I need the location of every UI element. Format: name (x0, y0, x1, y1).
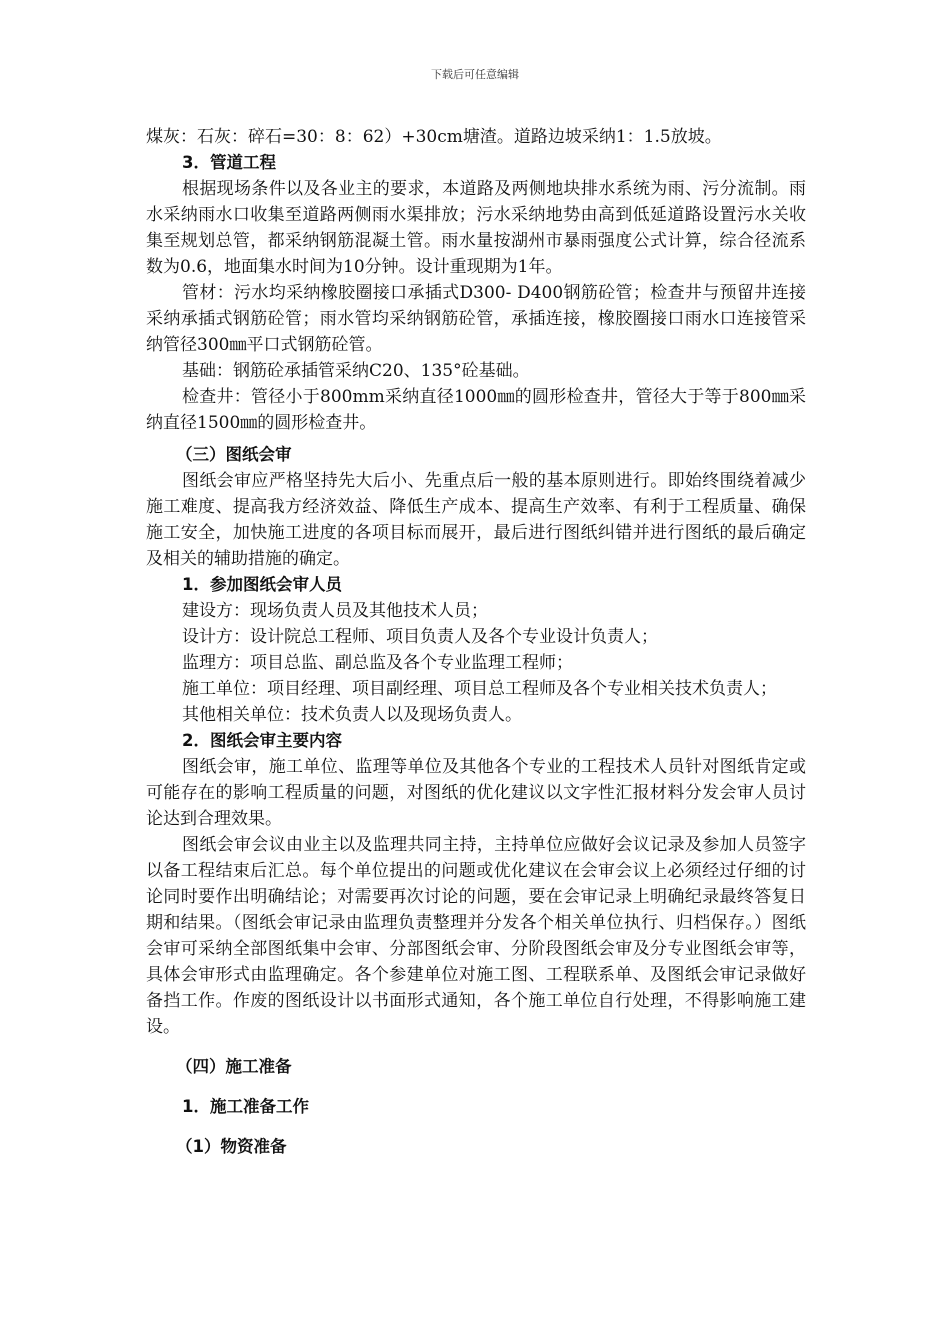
list-item-designer: 设计方：设计院总工程师、项目负责人及各个专业设计负责人； (182, 627, 658, 647)
heading-review-participants: 1．参加图纸会审人员 (182, 575, 342, 594)
paragraph-review-principles: 图纸会审应严格坚持先大后小、先重点后一般的基本原则进行。即始终围绕着减少施工难度、提高我方经济效益、降低生产成本、提高生产效率、有利于工程质量、确保施工安全，加快施工进度的各项目标而展开，最后进行图纸纠错并进行图纸的最后确定及相关的辅助措施的确定。 (146, 471, 806, 569)
list-item-owner: 建设方：现场负责人员及其他技术人员； (182, 601, 488, 621)
document-body (146, 124, 806, 1160)
heading-preparation-work: 1．施工准备工作 (182, 1097, 309, 1116)
heading-review-content: 2．图纸会审主要内容 (182, 731, 342, 750)
paragraph-review-scope: 图纸会审，施工单位、监理等单位及其他各个专业的工程技术人员针对图纸肯定或可能存在的影响工程质量的问题，对图纸的优化建议以文字性汇报材料分发会审人员讨论达到合理效果。 (146, 757, 806, 829)
paragraph-inspection-wells: 检查井：管径小于800mm采纳直径1000㎜的圆形检查井，管径大于等于800㎜采纳直径1500㎜的圆形检查井。 (146, 387, 806, 433)
paragraph-pipe-materials: 管材：污水均采纳橡胶圈接口承插式D300- D400钢筋砼管；检查井与预留井连接采纳承插式钢筋砼管；雨水管均采纳钢筋砼管，承插连接，橡胶圈接口雨水口连接管采纳管径300㎜平口式钢筋砼管。 (146, 283, 806, 355)
heading-pipeline-works: 3．管道工程 (182, 153, 276, 172)
list-item-supervisor: 监理方：项目总监、副总监及各个专业监理工程师； (182, 653, 573, 673)
paragraph-continuation: 煤灰：石灰：碎石=30：8：62）+30cm塘渣。道路边坡采纳1：1.5放坡。 (146, 127, 722, 147)
page-header: 下载后可任意编辑 (431, 68, 519, 81)
heading-material-preparation: （1）物资准备 (176, 1137, 287, 1156)
paragraph-foundation: 基础：钢筋砼承插管采纳C20、135°砼基础。 (182, 361, 530, 381)
list-item-other-units: 其他相关单位：技术负责人以及现场负责人。 (182, 705, 522, 725)
paragraph-review-meeting: 图纸会审会议由业主以及监理共同主持，主持单位应做好会议记录及参加人员签字以备工程结束后汇总。每个单位提出的问题或优化建议在会审会议上必须经过仔细的讨论同时要作出明确结论；对需要再次讨论的问题，要在会审记录上明确纪录最终答复日期和结果。（图纸会审记录由监理负责整理并分发各个相关单位执行、归档保存。）图纸会审可采纳全部图纸集中会审、分部图纸会审、分阶段图纸会审及分专业图纸会审等，具体会审形式由监理确定。各个参建单位对施工图、工程联系单、及图纸会审记录做好备挡工作。作废的图纸设计以书面形式通知，各个施工单位自行处理，不得影响施工建设。 (146, 835, 806, 1037)
heading-construction-preparation: （四）施工准备 (176, 1057, 292, 1076)
paragraph-drainage-system: 根据现场条件以及各业主的要求，本道路及两侧地块排水系统为雨、污分流制。雨水采纳雨水口收集至道路两侧雨水渠排放；污水采纳地势由高到低延道路设置污水关收集至规划总管，都采纳钢筋混凝土管。雨水量按湖州市暴雨强度公式计算，综合径流系数为0.6，地面集水时间为10分钟。设计重现期为1年。 (146, 179, 806, 277)
heading-drawing-review: （三）图纸会审 (176, 445, 292, 464)
list-item-contractor: 施工单位：项目经理、项目副经理、项目总工程师及各个专业相关技术负责人； (182, 679, 777, 699)
